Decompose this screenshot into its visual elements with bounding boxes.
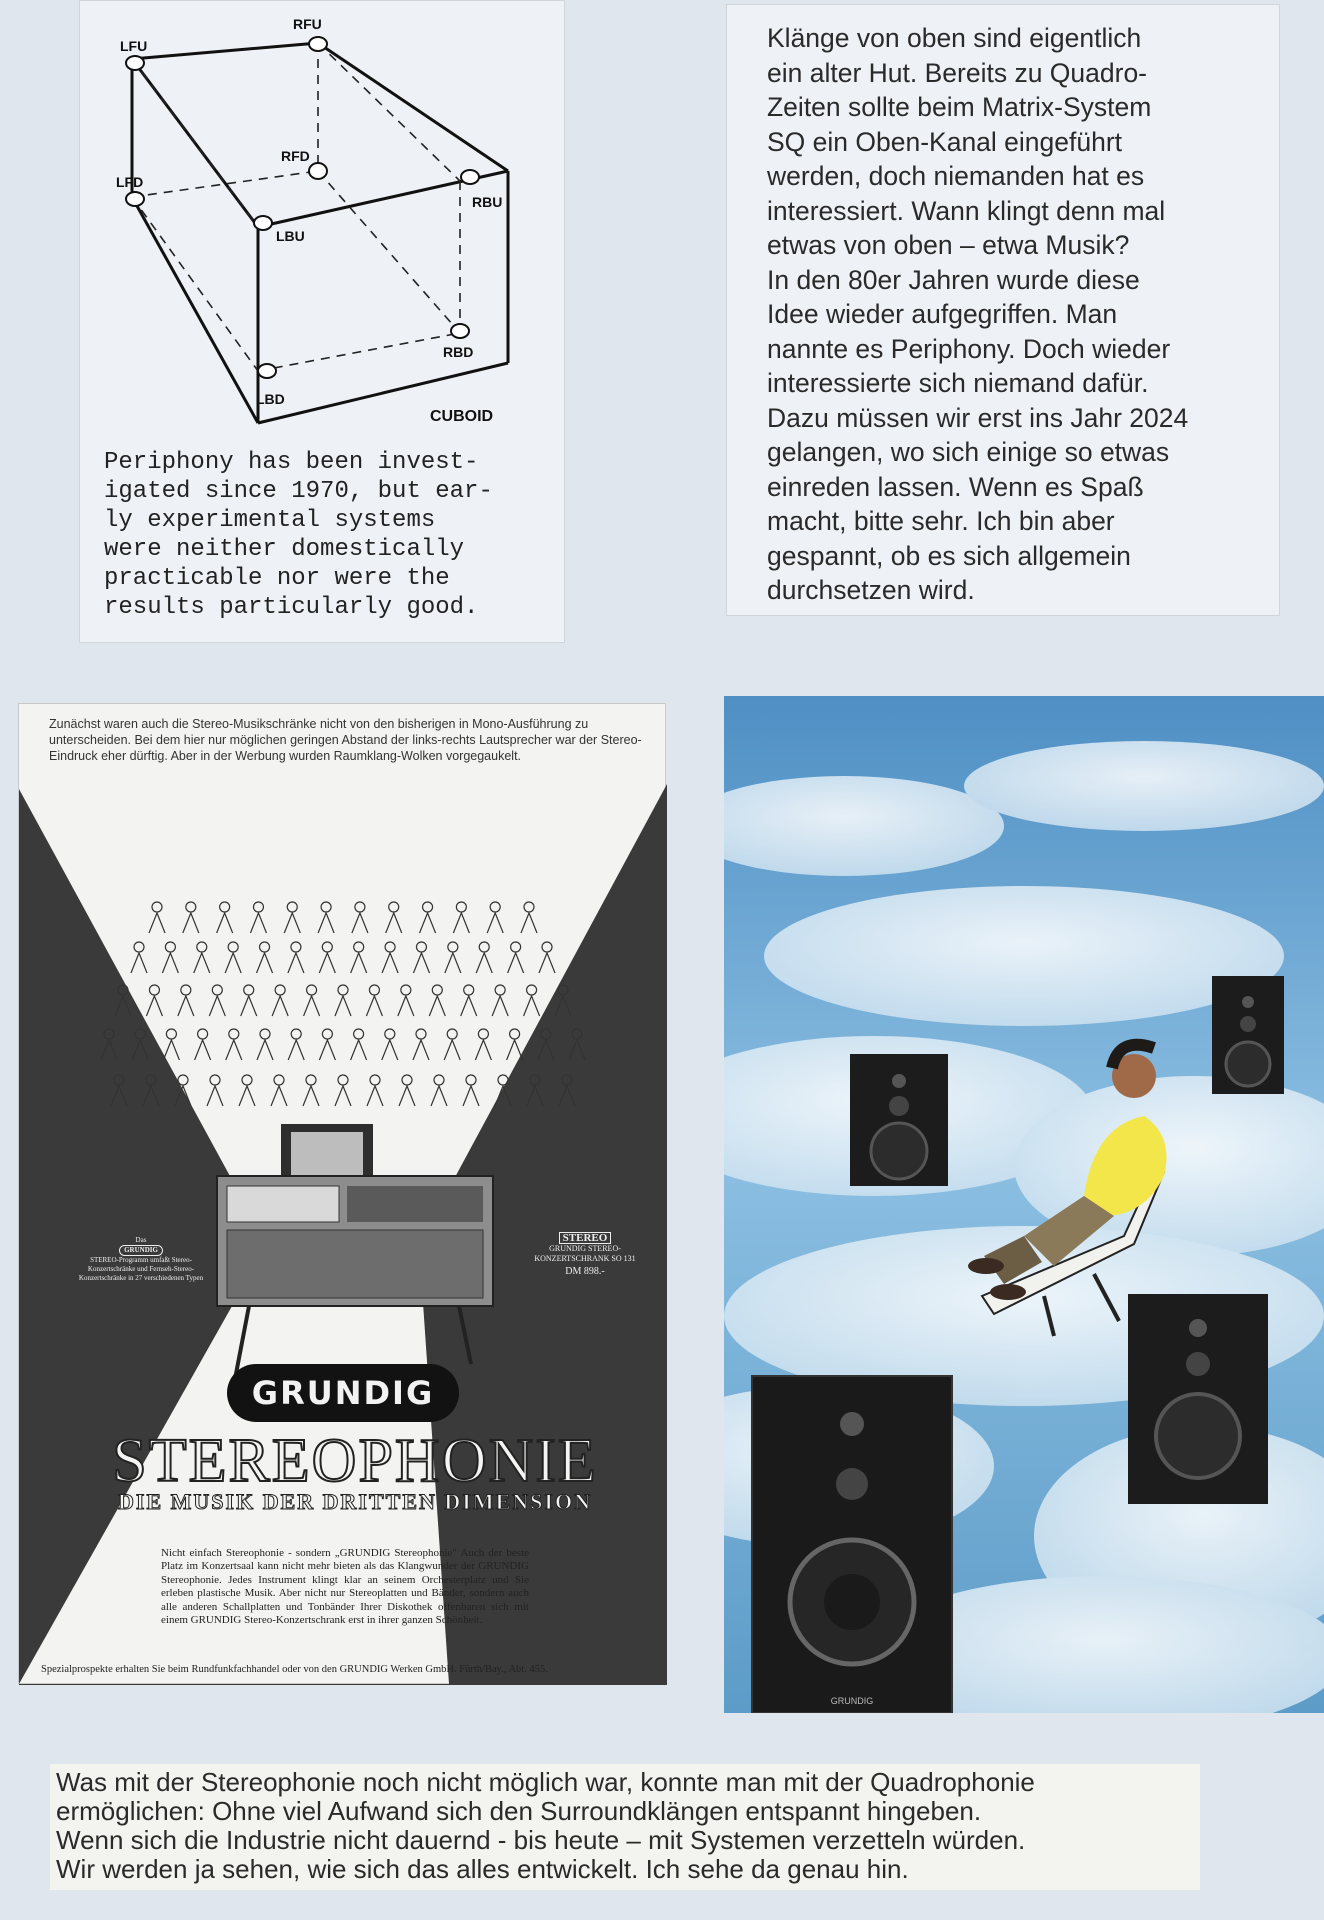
caption-line: Wir werden ja sehen, wie sich das alles entwickelt. Ich sehe da genau hin. (56, 1854, 909, 1884)
label-rfu: RFU (293, 16, 322, 32)
model-name: GRUNDIG STEREO-KONZERTSCHRANK SO 131 (534, 1244, 636, 1263)
label-rbd: RBD (443, 344, 474, 360)
cuboid-caption: CUBOID (430, 408, 494, 425)
cuboid-clipping (79, 0, 565, 643)
label-lbu: LBU (276, 228, 305, 244)
german-text-clipping (726, 4, 1280, 616)
label-lfd: LFD (116, 174, 144, 190)
grundig-advertisement (18, 703, 666, 1684)
sky-speakers-photo (724, 696, 1324, 1713)
left-note-text: STEREO-Programm umfaßt Stereo-Konzertschränke und Fernseh-Stereo-Konzertschränke in 27 verschiedenen Typen (78, 1256, 204, 1282)
closing-caption (50, 1764, 1200, 1890)
grundig-logo: GRUNDIG (227, 1364, 459, 1422)
ad-body-text: Nicht einfach Stereophonie - sondern „GRUNDIG Stereophonie" Auch der beste Platz im Konzertsaal kann nicht mehr bieten als das Klangwunder der GRUNDIG Stereophonie. Jedes Instrument klingt klar an seinem Orchesterplatz und Sie erleben plastische Musik. Aber nicht nur Stereoplatten und Bänder, sondern auch alle anderen Schallplatten und Tonbänder Ihrer Diskothek offenbaren sich mit einem GRUNDIG Stereo-Konzertschrank erst in ihrer ganzen Schönheit. (161, 1547, 529, 1627)
left-note-line: Das (135, 1236, 147, 1244)
speaker-middle-right (1128, 1294, 1268, 1504)
ad-artwork (19, 704, 667, 1685)
caption-line: ermöglichen: Ohne viel Aufwand sich den Surroundklängen entspannt hingeben. (56, 1796, 982, 1826)
left-note-brand: GRUNDIG (119, 1245, 163, 1256)
periphony-text: Periphony has been invest- igated since 1970, but ear- ly experimental systems were neither domestically practicable nor were the results particularly good. (104, 449, 493, 621)
speaker-top-left (850, 1054, 948, 1186)
caption-line: Was mit der Stereophonie noch nicht möglich war, konnte man mit der Quadrophonie (56, 1767, 1035, 1797)
speaker-top-right (1212, 976, 1284, 1094)
speaker-brand-label: GRUNDIG (830, 1696, 874, 1706)
german-paragraph: Klänge von oben sind eigentlich ein alter Hut. Bereits zu Quadro- Zeiten sollte beim Matrix-System SQ ein Oben-Kanal eingeführt werden, doch niemanden hat es interessiert. Wann klingt denn mal etwas von oben – etwa Musik? In den 80er Jahren wurde diese Idee wieder aufgegriffen. Man nannte es Periphony. Doch wieder interessierte sich niemand dafür. Dazu müssen wir erst ins Jahr 2024 gelangen, wo sich einige so etwas einreden lassen. Wenn es Spaß macht, bitte sehr. Ich bin aber gespannt, ob es sich allgemein durchsetzen wird. (767, 23, 1189, 605)
label-rfd: RFD (281, 148, 310, 164)
ad-subheadline: DIE MUSIK DER DRITTEN DIMENSION (118, 1489, 592, 1514)
label-rbu: RBU (472, 194, 503, 210)
ad-headline: STEREOPHONIE (112, 1427, 598, 1495)
speaker-front-grundig (752, 1376, 952, 1713)
caption-line: Wenn sich die Industrie nicht dauernd - bis heute – mit Systemen verzetteln würden. (56, 1825, 1026, 1855)
price-label: DM 898.- (565, 1266, 605, 1277)
ad-left-note (77, 1236, 205, 1283)
stereo-badge: STEREO (559, 1232, 612, 1244)
ad-intro-text: Zunächst waren auch die Stereo-Musikschränke nicht von den bisherigen in Mono-Ausführung zu unterscheiden. Bei dem hier nur möglichen geringen Abstand der links-rechts Lautsprecher war der Stereo-Eindruck eher dürftig. Aber in der Werbung wurden Raumklang-Wolken vorgegaukelt. (49, 717, 642, 763)
ad-right-note (531, 1232, 639, 1277)
sky-illustration (724, 696, 1324, 1713)
label-lbd: LBD (256, 391, 285, 407)
cuboid-diagram (80, 1, 566, 461)
label-lfu: LFU (120, 38, 148, 54)
ad-footer-text: Spezialprospekte erhalten Sie beim Rundfunkfachhandel oder von den GRUNDIG Werken GmbH. Fürth/Bay., Abt. 455. (41, 1664, 548, 1675)
